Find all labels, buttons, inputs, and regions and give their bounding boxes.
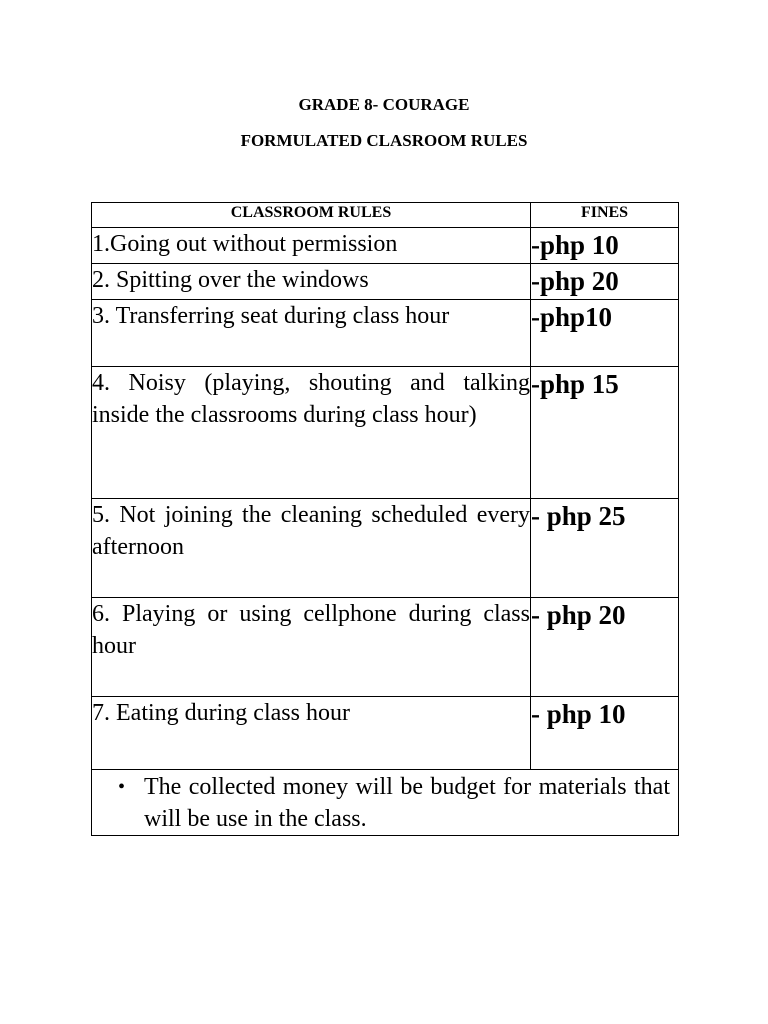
- note-text: The collected money will be budget for materials that will be use in the class.: [144, 774, 670, 832]
- table-header-row: [92, 203, 679, 228]
- fine-amount: - php 25: [531, 501, 626, 531]
- rule-cell: 2. Spitting over the windows: [92, 264, 531, 300]
- header-classroom-rules: CLASSROOM RULES: [92, 203, 531, 228]
- table-row: [92, 697, 679, 770]
- document-title: GRADE 8- COURAGE: [298, 95, 470, 114]
- table-row: [92, 300, 679, 367]
- rule-cell: 5. Not joining the cleaning scheduled every afternoon: [92, 499, 531, 598]
- rule-cell: 3. Transferring seat during class hour: [92, 300, 531, 367]
- fine-amount: - php 10: [531, 699, 626, 729]
- table-note-row: [92, 770, 679, 836]
- table-row: [92, 499, 679, 598]
- classroom-rules-table: [91, 202, 679, 836]
- fine-amount: - php 20: [531, 600, 626, 630]
- fine-cell: [531, 499, 679, 598]
- fine-cell: [531, 697, 679, 770]
- table-row: [92, 367, 679, 499]
- header-fines: FINES: [531, 203, 679, 228]
- rule-cell: 7. Eating during class hour: [92, 697, 531, 770]
- rule-cell: 4. Noisy (playing, shouting and talking inside the classrooms during class hour): [92, 367, 531, 499]
- rule-cell: 6. Playing or using cellphone during class hour: [92, 598, 531, 697]
- fine-cell: [531, 228, 679, 264]
- fine-amount: -php 10: [531, 230, 619, 260]
- fine-cell: [531, 300, 679, 367]
- fine-amount: -php 15: [531, 369, 619, 399]
- fine-cell: [531, 367, 679, 499]
- bullet-icon: •: [118, 776, 126, 798]
- table-row: [92, 264, 679, 300]
- note-cell: [92, 770, 679, 836]
- document-subtitle: FORMULATED CLASROOM RULES: [240, 131, 528, 150]
- fine-cell: [531, 598, 679, 697]
- fine-cell: [531, 264, 679, 300]
- fine-amount: -php10: [531, 302, 613, 332]
- table-row: [92, 598, 679, 697]
- rule-cell: 1.Going out without permission: [92, 228, 531, 264]
- table-row: [92, 228, 679, 264]
- fine-amount: -php 20: [531, 266, 619, 296]
